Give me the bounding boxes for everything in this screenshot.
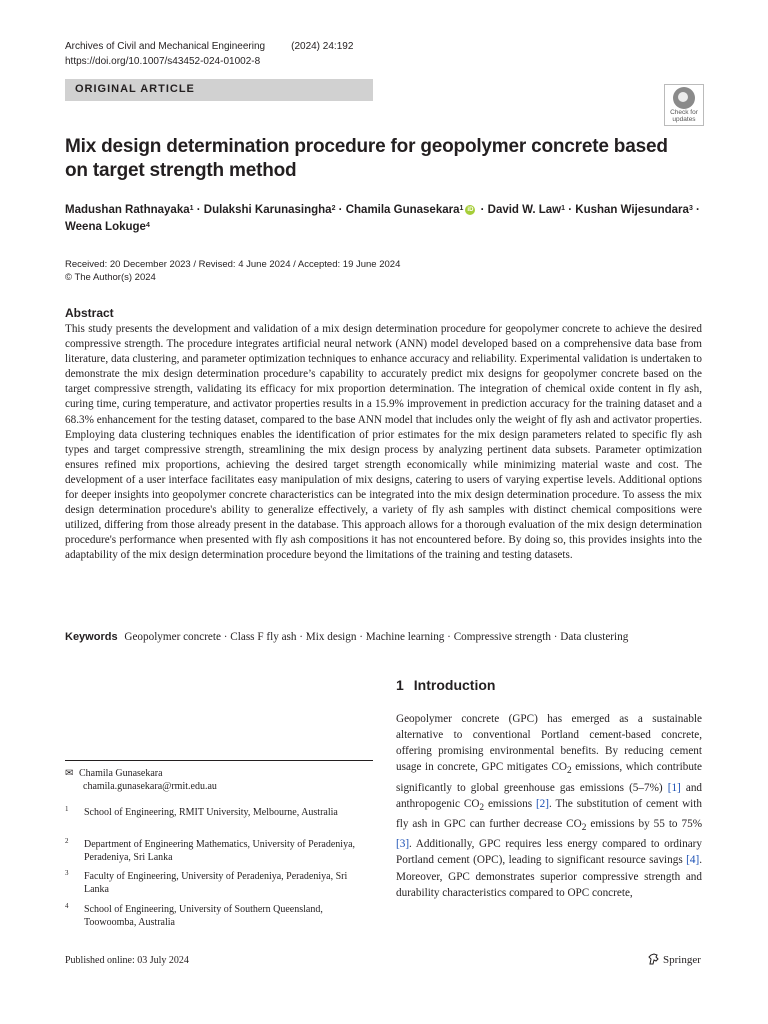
- journal-header: [65, 41, 353, 52]
- affiliation-number: 2: [65, 837, 69, 845]
- author-affiliation: 1: [561, 205, 566, 212]
- journal-volume: (2024) 24:192: [291, 41, 354, 52]
- author-affiliation: 1: [189, 205, 194, 212]
- check-updates-label: Check for updates: [670, 109, 698, 123]
- citation-link[interactable]: [4]: [686, 854, 700, 867]
- affiliation: [65, 838, 365, 864]
- intro-text-run: emissions: [484, 797, 536, 810]
- author-affiliation: 4: [145, 222, 150, 229]
- affiliation-text: Faculty of Engineering, University of Peradeniya, Peradeniya, Sri Lanka: [84, 871, 348, 895]
- keywords-label: Keywords: [65, 631, 118, 643]
- article-title: Mix design determination procedure for geopolymer concrete based on target strength method: [65, 136, 668, 181]
- envelope-icon: ✉: [65, 768, 74, 779]
- check-for-updates-badge[interactable]: [664, 84, 704, 126]
- section-title: Introduction: [413, 677, 496, 693]
- keywords-text: Geopolymer concrete · Class F fly ash · Mix design · Machine learning · Compressive strength · Data clustering: [124, 631, 629, 643]
- article-type-label: ORIGINAL ARTICLE: [75, 83, 195, 95]
- affiliation: [65, 870, 365, 896]
- abstract-heading: Abstract: [65, 306, 114, 320]
- intro-text-run: emissions by 55 to 75%: [586, 818, 703, 831]
- keywords: [65, 631, 725, 643]
- author[interactable]: David W. Law: [487, 204, 562, 216]
- section-number: 1: [396, 677, 404, 693]
- author-affiliation: 2: [331, 205, 336, 212]
- intro-text-run: Geopolymer concrete (GPC) has emerged as a sustainable alternative to conventional Portland cement-based concrete, offering promising environmental benefits. By reducing cement usage in concrete, GPC mitigates CO: [396, 713, 702, 774]
- copyright: © The Author(s) 2024: [65, 272, 156, 283]
- citation-link[interactable]: [2]: [535, 797, 549, 810]
- section-heading: [396, 677, 495, 693]
- corresponding-email[interactable]: chamila.gunasekara@rmit.edu.au: [83, 781, 217, 792]
- affiliation-number: 4: [65, 902, 69, 910]
- author-affiliation: 1: [459, 205, 464, 212]
- intro-text-run: . Additionally, GPC requires less energy compared to ordinary Portland cement (OPC), leading to significant resource savings: [396, 838, 702, 867]
- affiliation-text: School of Engineering, University of Southern Queensland, Toowoomba, Australia: [84, 904, 323, 928]
- article-type-bar: [65, 79, 373, 101]
- check-updates-icon: [673, 87, 695, 109]
- author[interactable]: Weena Lokuge: [65, 221, 146, 233]
- subscript: 2: [581, 823, 587, 834]
- orcid-icon[interactable]: iD: [467, 206, 474, 213]
- published-date: Published online: 03 July 2024: [65, 955, 189, 966]
- intro-text-run: . The substitution of cement with fly ash in GPC can further decrease CO: [396, 797, 702, 831]
- author-affiliation: 3: [688, 205, 693, 212]
- subscript: 2: [567, 766, 572, 777]
- journal-name: Archives of Civil and Mechanical Engineering: [65, 41, 266, 52]
- springer-horse-icon: [648, 953, 659, 965]
- intro-text-run: . Moreover, GPC demonstrates superior compressive strength and durability characteristics compared to OPC concrete,: [396, 854, 702, 899]
- author[interactable]: Chamila Gunasekara: [345, 204, 460, 216]
- citation-link[interactable]: [1]: [667, 781, 681, 794]
- author[interactable]: Kushan Wijesundara: [575, 204, 689, 216]
- publisher-name: Springer: [663, 954, 701, 966]
- affiliation-number: 1: [65, 805, 69, 813]
- footnote-divider: [65, 760, 373, 761]
- subscript: 2: [479, 802, 485, 813]
- publisher-logo: [648, 953, 701, 966]
- affiliation: [65, 806, 365, 819]
- intro-text-run: emissions, which contribute significantly to global greenhouse gas emissions (5–7%): [396, 761, 702, 794]
- history-dates: Received: 20 December 2023 / Revised: 4 June 2024 / Accepted: 19 June 2024: [65, 259, 401, 270]
- doi-link[interactable]: https://doi.org/10.1007/s43452-024-01002-8: [65, 56, 261, 67]
- abstract-text: This study presents the development and validation of a mix design determination procedure for geopolymer concrete to achieve the desired compressive strength. The procedure integrates artificial neural network (ANN) model developed based on a comprehensive data base from literature, data clustering, and parameter optimization techniques to enhance accuracy and reliability. Experimental validation is undertaken to demonstrate the mix design determination procedure’s capability to accurately predict mix designs for geopolymer concrete based on the target compressive strength, validating its efficacy for mix proportion determination. The integration of chemical oxide content in fly ash, curing time, curing temperature, and activator properties results in a 15.9% improvement in prediction accuracy for the training dataset and a 68.3% enhancement for the testing dataset, compared to the base ANN model that includes only the weight of fly ash and activator properties. Employing data clustering techniques enables the identification of prior estimates for the mix design parameters related to specific fly ash types and target compressive strength, streamlining the mix design process by analyzing pertinent data subsets. Parameter optimization ensures refined mix proportions, achieving the desired target strength economically while minimizing material waste and cost. The development of a user interface facilitates easy manipulation of mix designs, catering to users of varying expertise levels. Additional options for deeper insights into geopolymer concrete characteristics can be integrated into the mix design determination procedure. To assess the mix design determination procedure's ability to generalize effectively, a variety of fly ash samples with distinct chemical compositions were utilized, differing from those already present in the database. This approach allows for a thorough evaluation of the mix design determination procedure's performance when presented with fly ash compositions it has not encountered before. By doing so, this provides insights into the adaptability of the mix design determination procedure beyond the limitations of the training and testing datasets.: [65, 323, 702, 562]
- corresponding-name: Chamila Gunasekara: [79, 768, 163, 779]
- introduction-text: [396, 711, 702, 901]
- affiliation-text: School of Engineering, RMIT University, Melbourne, Australia: [84, 807, 338, 818]
- article-dates: [65, 258, 400, 284]
- affiliation: [65, 903, 365, 929]
- affiliation-number: 3: [65, 869, 69, 877]
- intro-text-run: and anthropogenic CO: [396, 781, 703, 810]
- author[interactable]: Dulakshi Karunasingha: [203, 204, 332, 216]
- author[interactable]: Madushan Rathnayaka: [65, 204, 190, 216]
- citation-link[interactable]: [3]: [396, 838, 410, 851]
- author-list: Madushan Rathnayaka$^1$ · Dulakshi Karunasingha$^2$ · Chamila Gunasekara$^1$ iD · David W. Law$^1$ · Kushan Wijesundara$^3$ · Weena Lokuge$^4$: [65, 204, 700, 233]
- affiliation-text: Department of Engineering Mathematics, University of Peradeniya, Peradeniya, Sri Lanka: [84, 839, 356, 863]
- corresponding-author: [65, 767, 217, 793]
